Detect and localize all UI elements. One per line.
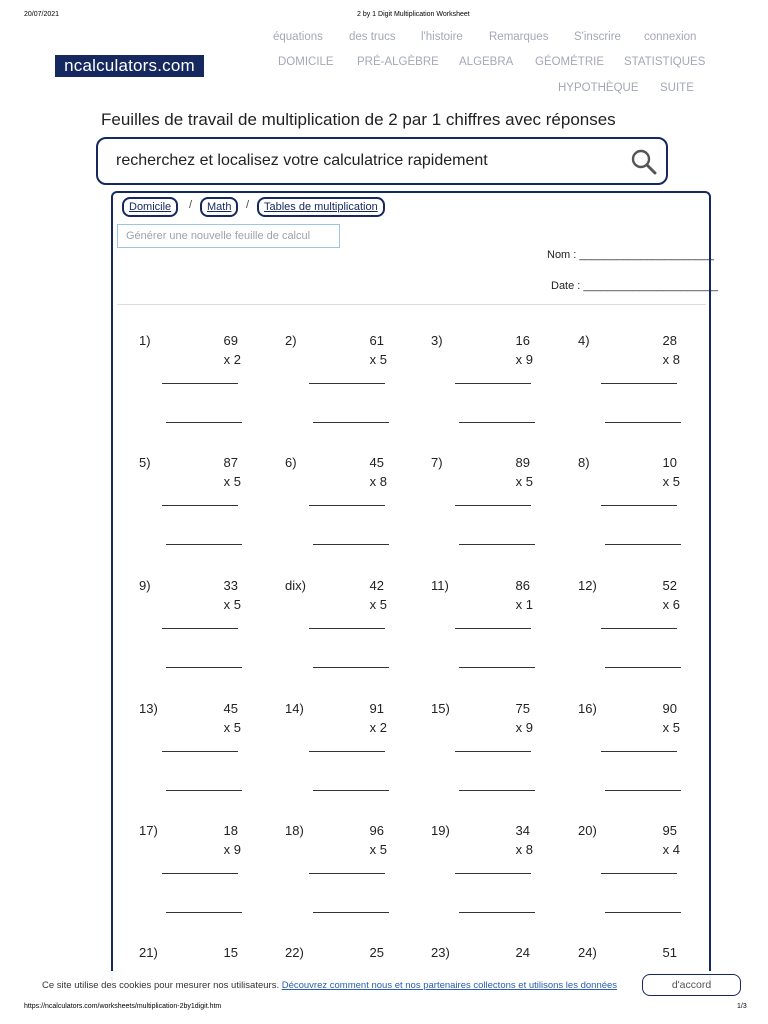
answer-line[interactable] [459,544,535,545]
multiplicand: 16 [515,333,530,348]
problem-number: 23) [431,945,450,960]
problem-number: 16) [578,701,597,716]
answer-line[interactable] [459,912,535,913]
product-line [309,873,385,874]
nav-link-geometrie[interactable]: GÉOMÉTRIE [535,56,605,68]
answer-line[interactable] [166,790,242,791]
print-title: 2 by 1 Digit Multiplication Worksheet [357,11,470,18]
generate-worksheet-input[interactable]: Générer une nouvelle feuille de calcul [117,224,340,248]
nav-link-pre-algebre[interactable]: PRÉ-ALGÈBRE [357,56,439,68]
multiplier: x 5 [223,720,241,735]
product-line [162,873,238,874]
multiplier: x 1 [515,597,533,612]
multiplier: x 2 [223,352,241,367]
problem-number: 19) [431,823,450,838]
multiplier: x 5 [369,352,387,367]
multiplier: x 5 [515,474,533,489]
product-line [309,505,385,506]
multiplier: x 5 [369,842,387,857]
multiplier: x 8 [369,474,387,489]
print-page-number: 1/3 [737,1003,747,1010]
multiplier: x 9 [515,352,533,367]
product-line [455,383,531,384]
multiplier: x 5 [223,597,241,612]
product-line [162,751,238,752]
answer-line[interactable] [459,790,535,791]
problem-number: 8) [578,455,590,470]
problem-number: 21) [139,945,158,960]
multiplicand: 33 [223,578,238,593]
breadcrumb-tables[interactable]: Tables de multiplication [257,197,385,217]
multiplier: x 9 [515,720,533,735]
nav-link-des-trucs[interactable]: des trucs [349,31,396,43]
answer-line[interactable] [313,790,389,791]
multiplier: x 8 [662,352,680,367]
product-line [309,751,385,752]
multiplicand: 28 [662,333,677,348]
nav-link-hypotheque[interactable]: HYPOTHÈQUE [558,82,639,94]
problem-number: dix) [285,578,306,593]
problem-number: 7) [431,455,443,470]
multiplicand: 45 [223,701,238,716]
product-line [601,383,677,384]
problem-number: 3) [431,333,443,348]
product-line [455,628,531,629]
product-line [162,505,238,506]
problem-number: 18) [285,823,304,838]
cookie-message [42,980,617,991]
multiplier: x 9 [223,842,241,857]
problem-number: 9) [139,578,151,593]
multiplicand: 25 [369,945,384,960]
multiplier: x 8 [515,842,533,857]
multiplicand: 89 [515,455,530,470]
nav-link-sinscrire[interactable]: S'inscrire [574,31,621,43]
nav-link-remarques[interactable]: Remarques [489,31,549,43]
cookie-policy-link[interactable]: Découvrez comment nous et nos partenaires collectons et utilisons les données [281,980,618,991]
breadcrumb-math[interactable]: Math [200,197,238,217]
product-line [162,628,238,629]
answer-line[interactable] [313,422,389,423]
answer-line[interactable] [313,912,389,913]
answer-line[interactable] [313,667,389,668]
answer-line[interactable] [166,912,242,913]
problem-number: 22) [285,945,304,960]
site-logo[interactable]: ncalculators.com [55,55,204,77]
product-line [455,873,531,874]
answer-line[interactable] [313,544,389,545]
problem-number: 15) [431,701,450,716]
answer-line[interactable] [605,790,681,791]
print-date: 20/07/2021 [24,11,60,18]
answer-line[interactable] [459,422,535,423]
answer-line[interactable] [166,422,242,423]
search-icon[interactable] [630,148,658,176]
accept-cookies-button[interactable]: d'accord [642,974,741,996]
multiplicand: 34 [515,823,530,838]
problem-number: 1) [139,333,151,348]
product-line [162,383,238,384]
problem-number: 11) [431,578,449,593]
cookie-text: Ce site utilise des cookies pour mesurer nos utilisateurs. [42,980,280,991]
answer-line[interactable] [166,544,242,545]
product-line [455,505,531,506]
multiplier: x 6 [662,597,680,612]
answer-line[interactable] [605,912,681,913]
nav-link-domicile[interactable]: DOMICILE [278,56,334,68]
multiplicand: 86 [515,578,530,593]
breadcrumb-separator: / [189,199,193,211]
nav-link-algebra[interactable]: ALGEBRA [459,56,514,68]
multiplicand: 87 [223,455,238,470]
problem-number: 4) [578,333,590,348]
multiplier: x 2 [369,720,387,735]
multiplicand: 95 [662,823,677,838]
multiplicand: 91 [369,701,384,716]
multiplicand: 69 [223,333,238,348]
answer-line[interactable] [166,667,242,668]
multiplier: x 5 [369,597,387,612]
multiplier: x 5 [662,720,680,735]
product-line [309,383,385,384]
problem-number: 14) [285,701,304,716]
problem-number: 6) [285,455,297,470]
breadcrumb-separator: / [246,199,250,211]
multiplicand: 15 [223,945,238,960]
product-line [601,505,677,506]
print-url: https://ncalculators.com/worksheets/multiplication-2by1digit.htm [24,1003,222,1010]
problem-number: 12) [578,578,597,593]
nav-link-equations[interactable]: équations [273,31,323,43]
problem-number: 2) [285,333,297,348]
nav-link-histoire[interactable]: l'histoire [421,31,463,43]
problem-number: 24) [578,945,597,960]
multiplicand: 10 [662,455,677,470]
answer-line[interactable] [459,667,535,668]
problem-number: 13) [139,701,158,716]
date-label: Date : ______________________ [551,280,718,292]
product-line [455,751,531,752]
problem-number: 17) [139,823,158,838]
multiplicand: 18 [223,823,238,838]
multiplicand: 24 [515,945,530,960]
breadcrumb-domicile[interactable]: Domicile [122,197,178,217]
multiplicand: 61 [369,333,384,348]
multiplier: x 4 [662,842,680,857]
multiplicand: 42 [369,578,384,593]
product-line [601,873,677,874]
multiplicand: 96 [369,823,384,838]
answer-line[interactable] [605,667,681,668]
divider [117,304,706,305]
answer-line[interactable] [605,422,681,423]
problem-number: 5) [139,455,151,470]
multiplier: x 5 [662,474,680,489]
search-input[interactable]: recherchez et localisez votre calculatrice rapidement [116,152,488,169]
multiplicand: 52 [662,578,677,593]
nav-link-statistiques[interactable]: STATISTIQUES [624,56,706,68]
multiplicand: 75 [515,701,530,716]
name-label: Nom : ______________________ [547,249,714,261]
multiplicand: 90 [662,701,677,716]
nav-link-connexion[interactable]: connexion [644,31,697,43]
product-line [309,628,385,629]
multiplicand: 51 [662,945,677,960]
nav-link-suite[interactable]: SUITE [660,82,694,94]
answer-line[interactable] [605,544,681,545]
multiplicand: 45 [369,455,384,470]
problem-number: 20) [578,823,597,838]
multiplier: x 5 [223,474,241,489]
product-line [601,751,677,752]
page-title: Feuilles de travail de multiplication de 2 par 1 chiffres avec réponses [101,110,616,129]
product-line [601,628,677,629]
